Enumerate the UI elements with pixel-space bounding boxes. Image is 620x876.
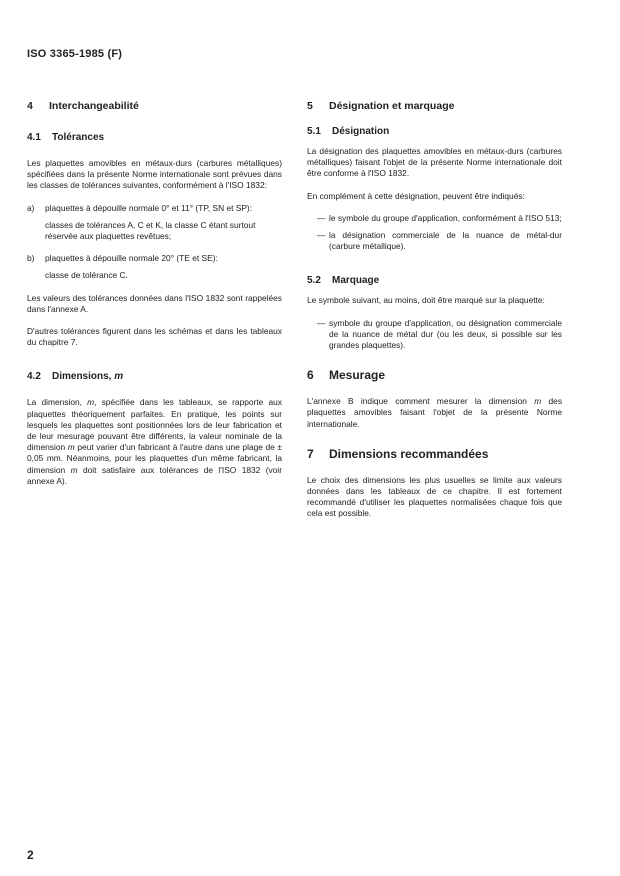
paragraph-dimensions — [27, 397, 282, 487]
page-number: 2 — [27, 848, 34, 862]
text-run: L'annexe B indique comment mesurer la dimension — [307, 396, 527, 407]
text-run: La dimension, — [27, 397, 82, 408]
section-number: 5 — [307, 100, 313, 112]
paragraph-other-tolerances: D'autres tolérances figurent dans les schémas et dans les tableaux du chapitre 7. — [27, 326, 282, 348]
list-item — [27, 203, 282, 214]
section-number: 4.1 — [27, 132, 41, 143]
paragraph-marking: Le symbole suivant, au moins, doit être marqué sur la plaquette: — [307, 295, 545, 306]
list-item — [27, 253, 282, 264]
list-marker: a) — [27, 202, 35, 213]
list-text: plaquettes à dépouille normale 0° et 11° (TP, SN et SP): — [45, 202, 253, 213]
variable-m: m — [534, 396, 542, 407]
list-subtext: classe de tolérance C. — [45, 270, 128, 281]
section-7-heading — [307, 447, 562, 461]
section-number: 5.1 — [307, 126, 321, 137]
variable-m: m — [114, 371, 124, 383]
complement-list — [307, 213, 562, 253]
section-number: 5.2 — [307, 275, 321, 287]
list-marker: — — [317, 212, 326, 223]
section-number: 6 — [307, 368, 314, 383]
section-6-heading — [307, 368, 562, 382]
list-text: plaquettes à dépouille normale 20° (TE et SE): — [45, 253, 218, 264]
paragraph-tolerance-values: Les valeurs des tolérances données dans l'ISO 1832 sont rappelées dans l'annexe A. — [27, 292, 282, 314]
list-marker: — — [317, 317, 326, 328]
text-run: des plaquettes amovibles faisant l'objet de la présente Norme internationale. — [307, 396, 563, 429]
section-5-1-heading — [307, 126, 562, 137]
paragraph-tolerances-intro: Les plaquettes amovibles en métaux-durs (carbures métalliques) spécifiées dans la présente Norme internationale sont prévues dans les classes de tolérances suivantes, conformément à l'ISO 1832: — [27, 158, 282, 191]
section-title: Dimensions recommandées — [329, 446, 489, 461]
tolerance-list — [27, 203, 282, 282]
variable-m: m — [67, 442, 75, 453]
list-text: symbole du groupe d'application, ou désignation commerciale de la nuance de métal dur (ou les deux, si possible sur les grandes plaquettes). — [329, 317, 562, 351]
variable-m: m — [87, 397, 95, 408]
section-number: 7 — [307, 446, 314, 461]
section-title: Tolérances — [52, 132, 105, 143]
text-run: doit satisfaire aux tolérances de l'ISO 1832 (voir annexe A). — [27, 464, 283, 486]
page-header: ISO 3365-1985 (F) — [27, 48, 123, 60]
section-4-heading — [27, 100, 282, 112]
variable-m: m — [70, 464, 78, 475]
section-title: Interchangeabilité — [49, 100, 139, 112]
section-title: Désignation et marquage — [329, 100, 455, 112]
section-number: 4 — [27, 100, 33, 112]
list-item — [307, 318, 562, 352]
paragraph-recommended-dimensions: Le choix des dimensions les plus usuelles se limite aux valeurs données dans les tableaux de ce chapitre. Il est fortement recommandé d'utiliser les plaquettes normalisées chaque fois que cela est possible. — [307, 474, 562, 519]
list-item — [307, 230, 562, 252]
list-text: la désignation commerciale de la nuance de métal-dur (carbure métallique). — [329, 230, 562, 252]
section-4-2-heading — [27, 371, 282, 382]
section-5-2-heading — [307, 275, 562, 286]
paragraph-designation: La désignation des plaquettes amovibles en métaux-durs (carbures métalliques) faisant l'objet de la présente Norme internationale doit être conforme à l'ISO 1832. — [307, 146, 562, 179]
section-title: Désignation — [332, 126, 390, 137]
list-item — [307, 213, 562, 224]
section-title: Dimensions, — [52, 371, 112, 383]
section-5-heading — [307, 100, 562, 112]
list-marker: b) — [27, 253, 35, 264]
left-column — [27, 100, 282, 498]
section-title: Marquage — [332, 275, 380, 287]
section-4-1-heading — [27, 132, 282, 143]
list-marker: — — [317, 230, 326, 241]
right-column — [307, 100, 562, 531]
list-subtext: classes de tolérances A, C et K, la classe C étant surtout réservée aux plaquettes revêtues; — [45, 219, 256, 242]
list-text: le symbole du groupe d'application, conformément à l'ISO 513; — [329, 212, 562, 223]
section-number: 4.2 — [27, 371, 41, 383]
paragraph-measurement — [307, 396, 562, 430]
marking-list — [307, 318, 562, 352]
text-run: , spécifiée dans les tableaux, se rapporte aux plaquettes théoriquement parfaites. En pratique, les points sur lesquels les plaquettes sont positionnées lors de leur fabrication et de leur mesurage pouvant être différents, la valeur nominale de la dimension — [27, 397, 282, 453]
text-run: peut varier d'un fabricant à l'autre dans une plage de ± 0,05 mm. Néanmoins, pour les plaquettes d'un même fabricant, la dimension — [27, 442, 283, 475]
section-title: Mesurage — [329, 368, 386, 383]
paragraph-complement: En complément à cette désignation, peuvent être indiqués: — [307, 190, 525, 201]
